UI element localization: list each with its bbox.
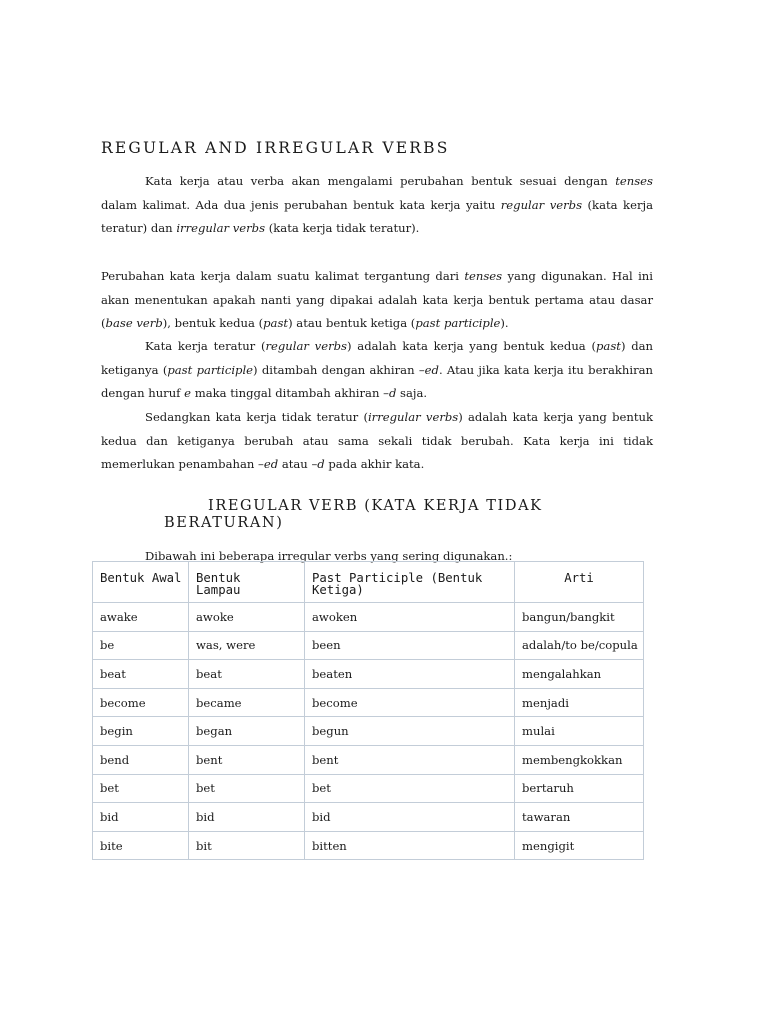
table-row [93, 660, 644, 689]
section-heading [164, 498, 584, 532]
header-bentuk-lampau: Bentuk Lampau [189, 562, 305, 603]
cell-past: awoke [189, 603, 305, 632]
table-row [93, 774, 644, 803]
cell-participle: bet [305, 774, 515, 803]
paragraph-intro: Kata kerja atau verba akan mengalami perubahan bentuk sesuai dengan tenses dalam kalimat. Ada dua jenis perubahan bentuk kata kerja yaitu regular verbs (kata kerja teratur) dan irregular verbs (kata kerja tidak teratur). [101, 174, 653, 236]
table-row [93, 745, 644, 774]
cell-participle: bid [305, 803, 515, 832]
header-bentuk-awal: Bentuk Awal [93, 562, 189, 603]
cell-meaning: bertaruh [515, 774, 644, 803]
table-row [93, 631, 644, 660]
cell-past: became [189, 688, 305, 717]
cell-participle: become [305, 688, 515, 717]
cell-base: be [93, 631, 189, 660]
document-title: REGULAR AND IRREGULAR VERBS [101, 139, 450, 157]
cell-participle: beaten [305, 660, 515, 689]
cell-participle: bent [305, 745, 515, 774]
cell-past: bet [189, 774, 305, 803]
header-arti: Arti [515, 562, 644, 603]
cell-meaning: mengalahkan [515, 660, 644, 689]
cell-past: bent [189, 745, 305, 774]
cell-base: become [93, 688, 189, 717]
section-heading-line1: IREGULAR VERB (KATA KERJA TIDAK [208, 498, 543, 514]
cell-base: bid [93, 803, 189, 832]
cell-base: bet [93, 774, 189, 803]
cell-past: bid [189, 803, 305, 832]
cell-meaning: adalah/to be/copula [515, 631, 644, 660]
table-row [93, 803, 644, 832]
cell-participle: begun [305, 717, 515, 746]
cell-past: was, were [189, 631, 305, 660]
cell-participle: bitten [305, 831, 515, 860]
cell-meaning: mengigit [515, 831, 644, 860]
cell-base: beat [93, 660, 189, 689]
table-row [93, 831, 644, 860]
paragraph-regular: Kata kerja teratur (regular verbs) adalah kata kerja yang bentuk kedua (past) dan ketiganya (past participle) ditambah dengan akhiran –ed. Atau jika kata kerja itu berakhiran dengan huruf e maka tinggal ditambah akhiran –d saja. [101, 339, 654, 401]
section-heading-line2: BERATURAN) [164, 515, 284, 531]
table-row [93, 688, 644, 717]
cell-past: beat [189, 660, 305, 689]
paragraph-tenses: Perubahan kata kerja dalam suatu kalimat tergantung dari tenses yang digunakan. Hal ini akan menentukan apakah nanti yang dipakai adalah kata kerja bentuk pertama atau dasar (base verb), bentuk kedua (past) atau bentuk ketiga (past participle). [101, 269, 653, 331]
cell-participle: been [305, 631, 515, 660]
table-row [93, 717, 644, 746]
table-intro: Dibawah ini beberapa irregular verbs yang sering digunakan.: [145, 549, 513, 563]
cell-past: began [189, 717, 305, 746]
cell-participle: awoken [305, 603, 515, 632]
cell-past: bit [189, 831, 305, 860]
cell-meaning: menjadi [515, 688, 644, 717]
cell-base: awake [93, 603, 189, 632]
cell-meaning: tawaran [515, 803, 644, 832]
cell-meaning: mulai [515, 717, 644, 746]
cell-base: begin [93, 717, 189, 746]
table-row [93, 603, 644, 632]
table-header-row [93, 562, 644, 603]
cell-meaning: membengkokkan [515, 745, 644, 774]
irregular-verbs-table [92, 561, 644, 860]
cell-base: bend [93, 745, 189, 774]
header-past-participle: Past Participle (Bentuk Ketiga) [305, 562, 515, 603]
cell-base: bite [93, 831, 189, 860]
paragraph-irregular: Sedangkan kata kerja tidak teratur (irregular verbs) adalah kata kerja yang bentuk kedua dan ketiganya berubah atau sama sekali tidak berubah. Kata kerja ini tidak memerlukan penambahan –ed atau –d pada akhir kata. [101, 410, 653, 472]
cell-meaning: bangun/bangkit [515, 603, 644, 632]
